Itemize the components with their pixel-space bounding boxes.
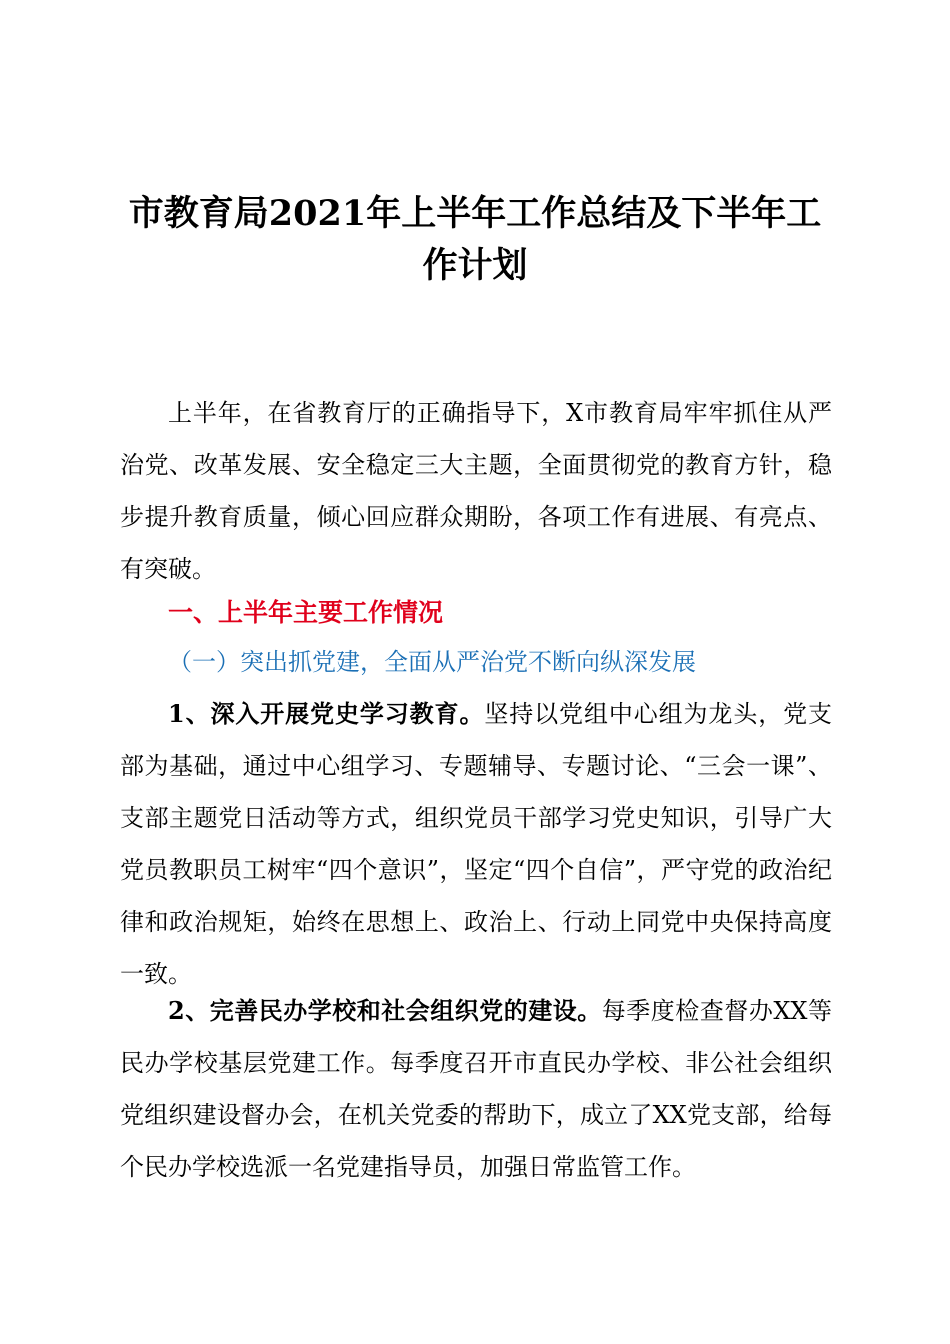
- title-line-2: 作计划: [422, 245, 528, 286]
- item-1-text: 坚持以党组中心组为龙头，党支部为基础，通过中心组学习、专题辅导、专题讨论、“三会一课”、支部主题党日活动等方式，组织党员干部学习党史知识，引导广大党员教职员工树牢“四个意识”，坚定“四个自信”，严守党的政治纪律和政治规矩，始终在思想上、政治上、行动上同党中央保持高度一致。: [120, 700, 833, 988]
- item-2-text: 每季度检查督办XX等民办学校基层党建工作。每季度召开市直民办学校、非公社会组织党组织建设督办会，在机关党委的帮助下，成立了XX党支部，给每个民办学校选派一名党建指导员，加强日常监管工作。: [120, 997, 833, 1181]
- title-line-1: 市教育局2021年上半年工作总结及下半年工: [128, 193, 822, 234]
- intro-paragraph: 上半年，在省教育厅的正确指导下，X市教育局牢牢抓住从严治党、改革发展、安全稳定三大主题，全面贯彻党的教育方针，稳步提升教育质量，倾心回应群众期盼，各项工作有进展、有亮点、有突破。: [120, 399, 832, 583]
- document-title: [100, 188, 850, 292]
- item-1-paragraph: [120, 688, 832, 1000]
- item-2-paragraph: [120, 985, 832, 1193]
- subsection-heading: （一）突出抓党建，全面从严治党不断向纵深发展: [168, 648, 696, 676]
- item-1-lead: 1、深入开展党史学习教育。: [168, 699, 485, 728]
- item-2-lead: 2、完善民办学校和社会组织党的建设。: [168, 996, 602, 1025]
- section-heading: 一、上半年主要工作情况: [168, 598, 444, 627]
